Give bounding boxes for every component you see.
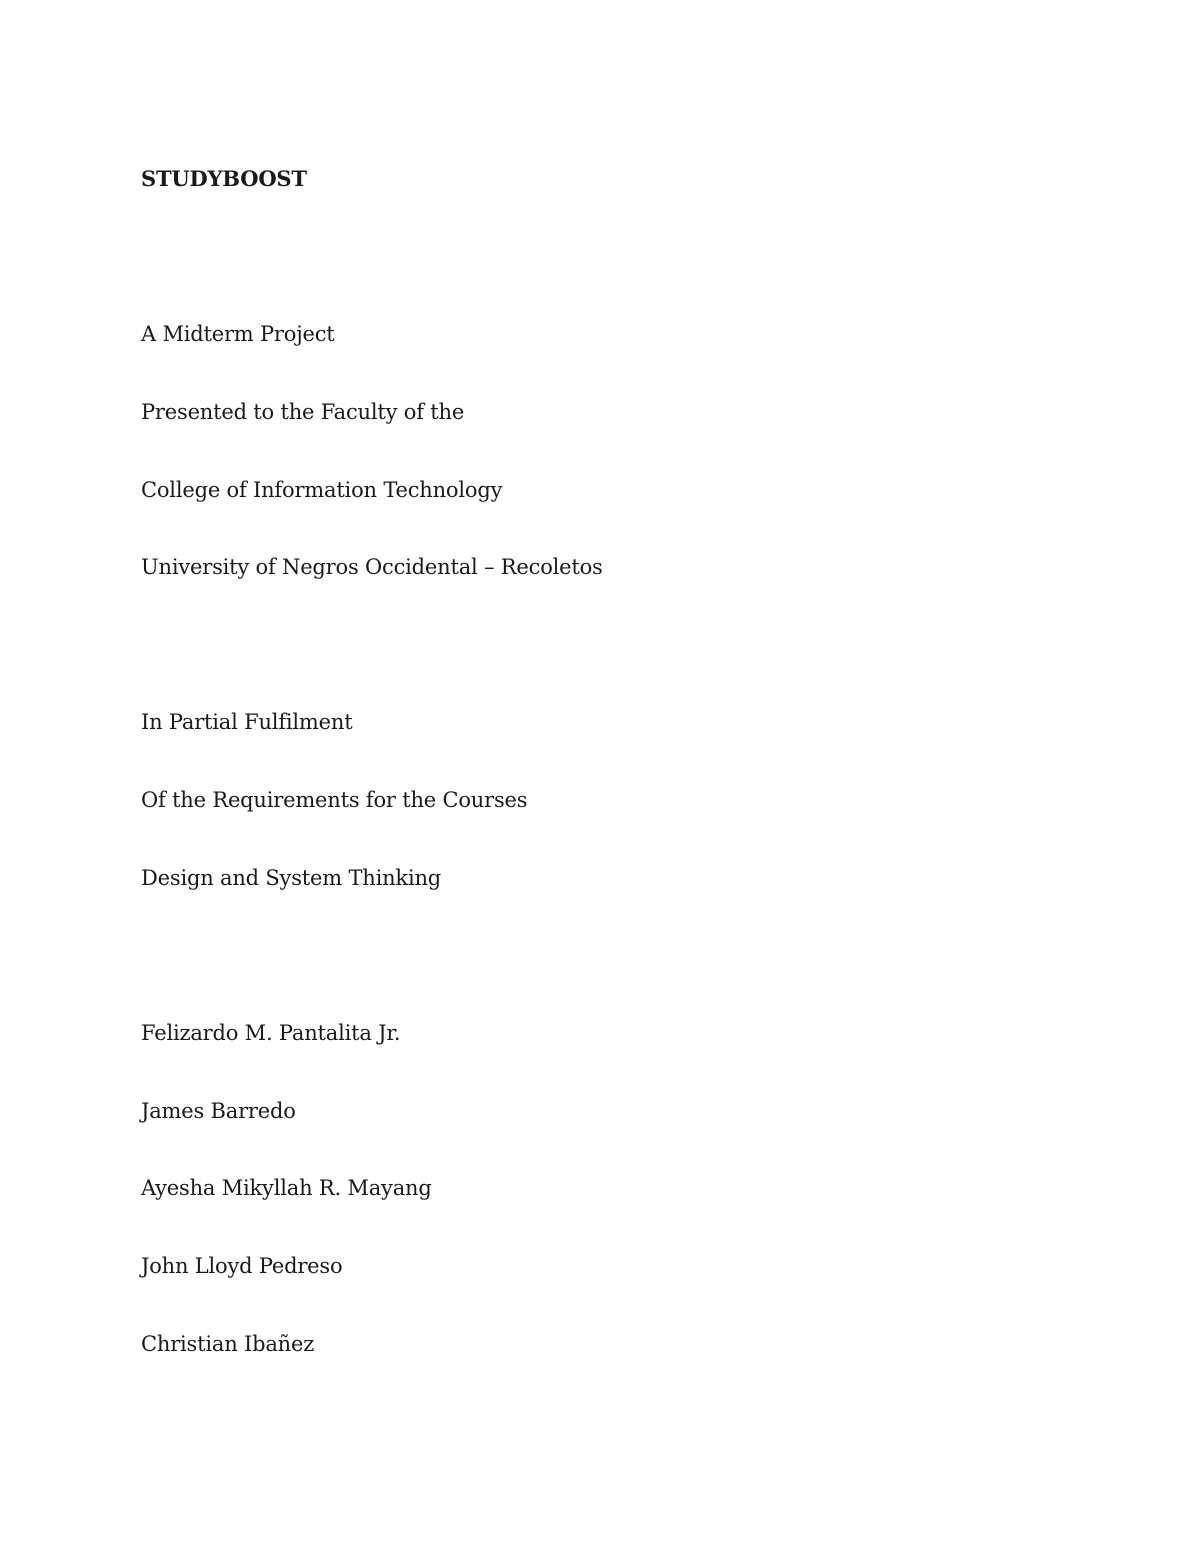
fulfilment-line-2: Of the Requirements for the Courses bbox=[141, 788, 528, 812]
presentation-line-1: A Midterm Project bbox=[141, 322, 335, 346]
presentation-line-2: Presented to the Faculty of the bbox=[141, 400, 465, 424]
document-title: STUDYBOOST bbox=[141, 166, 307, 191]
fulfilment-line-3: Design and System Thinking bbox=[141, 866, 442, 890]
presentation-line-4: University of Negros Occidental – Recoletos bbox=[141, 555, 603, 579]
author-name: Felizardo M. Pantalita Jr. bbox=[141, 1021, 401, 1045]
author-name: James Barredo bbox=[141, 1099, 296, 1123]
author-name: Christian Ibañez bbox=[141, 1332, 315, 1356]
author-name: Ayesha Mikyllah R. Mayang bbox=[141, 1176, 432, 1200]
author-name: John Lloyd Pedreso bbox=[141, 1254, 343, 1278]
fulfilment-line-1: In Partial Fulfilment bbox=[141, 710, 353, 734]
presentation-line-3: College of Information Technology bbox=[141, 478, 503, 502]
